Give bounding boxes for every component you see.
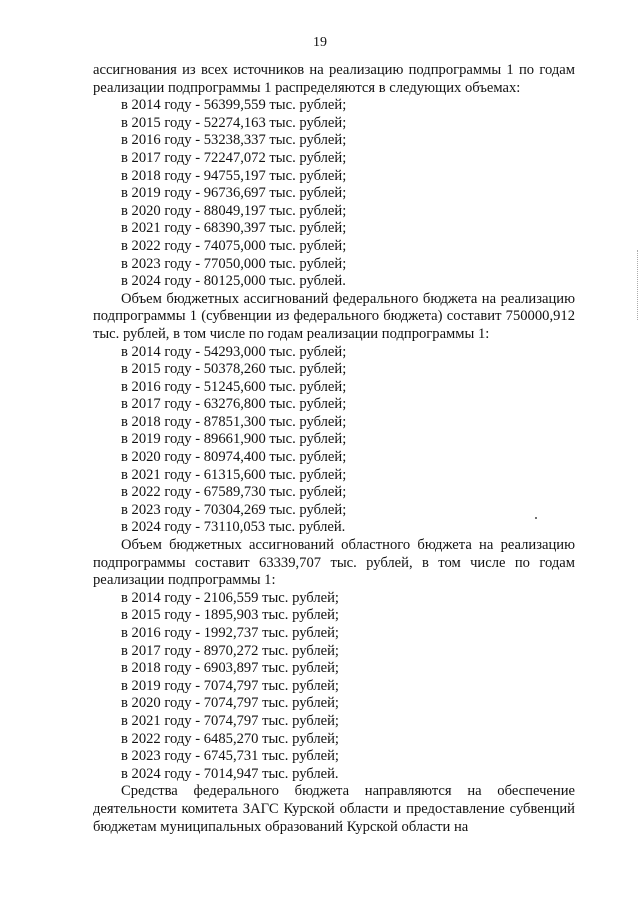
total-by-year-list [93,97,575,291]
federal-by-year-list [93,344,575,538]
federal-year-2020: в 2020 году - 80974,400 тыс. рублей; [121,449,347,466]
total-year-2016: в 2016 году - 53238,337 тыс. рублей; [121,132,347,149]
regional-year-2023: в 2023 году - 6745,731 тыс. рублей; [121,748,339,765]
regional-year-2015: в 2015 году - 1895,903 тыс. рублей; [121,607,339,624]
total-year-2020: в 2020 году - 88049,197 тыс. рублей; [121,202,347,219]
federal-year-2023: в 2023 году - 70304,269 тыс. рублей; [121,501,347,518]
regional-year-2024: в 2024 году - 7014,947 тыс. рублей. [121,765,339,782]
federal-year-2017: в 2017 году - 63276,800 тыс. рублей; [121,396,347,413]
federal-year-2014: в 2014 году - 54293,000 тыс. рублей; [121,343,347,360]
total-year-2024: в 2024 году - 80125,000 тыс. рублей. [121,273,346,290]
total-year-2017: в 2017 году - 72247,072 тыс. рублей; [121,149,347,166]
scan-speck [535,517,537,519]
total-year-2023: в 2023 году - 77050,000 тыс. рублей; [121,255,347,272]
total-year-2019: в 2019 году - 96736,697 тыс. рублей; [121,185,347,202]
closing-paragraph: Средства федерального бюджета направляются на обеспечение деятельности комитета ЗАГС Курской области и предоставление субвенций бюджетам муниципальных образований Курской области на [93,783,575,835]
federal-year-2024: в 2024 году - 73110,053 тыс. рублей. [121,519,346,536]
regional-year-2019: в 2019 году - 7074,797 тыс. рублей; [121,677,339,694]
federal-year-2018: в 2018 году - 87851,300 тыс. рублей; [121,413,347,430]
total-year-2014: в 2014 году - 56399,559 тыс. рублей; [121,97,347,114]
regional-year-2016: в 2016 году - 1992,737 тыс. рублей; [121,625,339,641]
total-year-2022: в 2022 году - 74075,000 тыс. рублей; [121,237,347,254]
regional-year-2014: в 2014 году - 2106,559 тыс. рублей; [121,589,339,606]
intro-paragraph: ассигнования из всех источников на реализацию подпрограммы 1 по годам реализации подпрограммы 1 распределяются в следующих объемах: [93,62,575,96]
page-number: 19 [313,35,327,50]
federal-year-2019: в 2019 году - 89661,900 тыс. рублей; [121,431,347,448]
total-year-2015: в 2015 году - 52274,163 тыс. рублей; [121,114,347,131]
total-year-2021: в 2021 году - 68390,397 тыс. рублей; [121,220,347,237]
regional-year-2017: в 2017 году - 8970,272 тыс. рублей; [121,642,339,659]
document-body [93,62,575,836]
total-year-2018: в 2018 году - 94755,197 тыс. рублей; [121,167,347,184]
regional-year-2021: в 2021 году - 7074,797 тыс. рублей; [121,712,339,729]
federal-year-2015: в 2015 году - 50378,260 тыс. рублей; [121,361,347,378]
scan-edge-mark [636,250,638,320]
regional-paragraph: Объем бюджетных ассигнований областного бюджета на реализацию подпрограммы составит 63339,707 тыс. рублей, в том числе по годам реализации подпрограммы 1: [93,537,575,589]
regional-year-2018: в 2018 году - 6903,897 тыс. рублей; [121,660,339,677]
regional-by-year-list [93,590,575,784]
federal-paragraph: Объем бюджетных ассигнований федерального бюджета на реализацию подпрограммы 1 (субвенции из федерального бюджета) составит 750000,912 тыс. рублей, в том числе по годам реализации подпрограммы 1: [93,290,575,342]
federal-year-2022: в 2022 году - 67589,730 тыс. рублей; [121,484,347,501]
federal-year-2021: в 2021 году - 61315,600 тыс. рублей; [121,466,347,483]
regional-year-2022: в 2022 году - 6485,270 тыс. рублей; [121,730,339,747]
federal-year-2016: в 2016 году - 51245,600 тыс. рублей; [121,378,347,395]
regional-year-2020: в 2020 году - 7074,797 тыс. рублей; [121,695,339,712]
